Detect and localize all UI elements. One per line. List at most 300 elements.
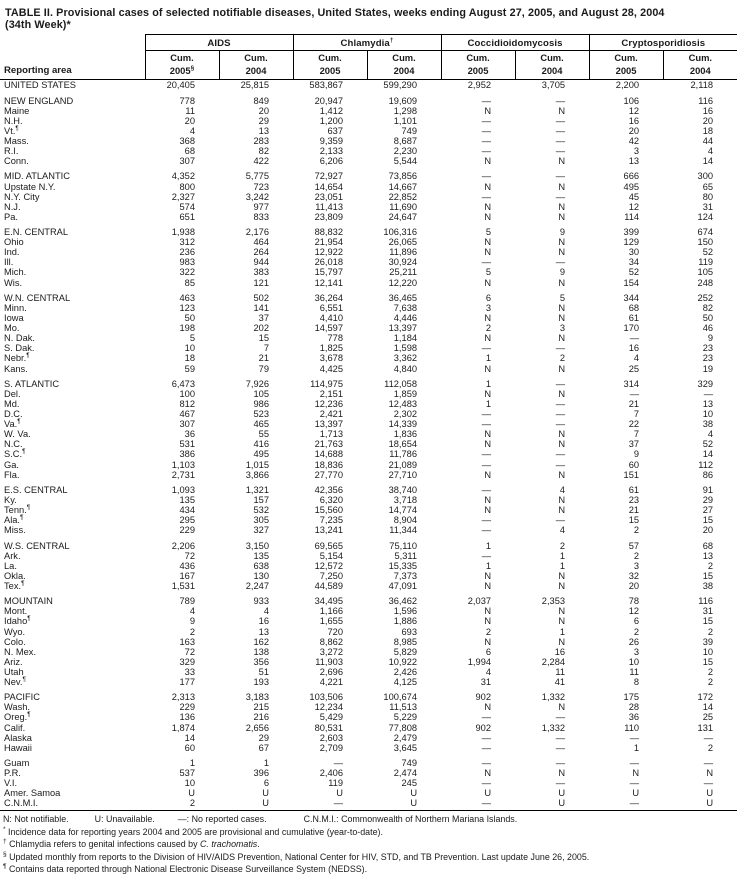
column-group-row [0, 35, 737, 51]
cell-value: 2 [633, 550, 640, 561]
cell-value: N [484, 363, 492, 374]
group-label: Cryptosporidiosis [621, 38, 706, 50]
table-row [0, 126, 737, 136]
cell-value: 34 [628, 257, 640, 268]
cell-value: 141 [253, 302, 270, 313]
row-label: N.Y. City [4, 191, 40, 202]
cell-value: U [219, 798, 293, 811]
cell-value: N [558, 201, 566, 212]
cell-value: 674 [697, 227, 714, 238]
cell-value: 436 [179, 560, 195, 571]
cell-value: 6 [263, 778, 270, 789]
cell-value: 29 [258, 732, 270, 743]
table-row [0, 692, 737, 702]
cell-value: 39 [702, 636, 714, 647]
cell-value: — [555, 378, 566, 389]
cell-value: 2,206 [171, 540, 195, 551]
cell-value: N [558, 495, 566, 505]
cell-value: 129 [623, 237, 640, 248]
cell-value: 4 [263, 606, 270, 617]
cell-value: 2 [707, 676, 714, 687]
row-label: Kans. [4, 363, 28, 374]
cell-value: 720 [327, 626, 344, 637]
cell-value: 131 [697, 722, 714, 733]
cell-value: — [629, 758, 640, 768]
footnote-italic-text: C. trachomatis [200, 839, 258, 850]
cell-value: 778 [179, 95, 195, 106]
cell-value: 25,815 [240, 80, 270, 91]
column-header-cryptosporidiosis-cum-2005: Cum. 2005 [589, 51, 663, 80]
cell-value: 463 [179, 292, 195, 303]
cell-value: 23 [628, 495, 640, 505]
cell-value: 55 [258, 429, 270, 440]
cell-value: 100,674 [383, 692, 418, 703]
cell-value: 14,667 [388, 181, 418, 192]
cell-value: 112 [698, 459, 714, 470]
cell-value: 300 [697, 171, 714, 182]
row-label: Idaho¶ [4, 615, 31, 627]
cell-value: 8,862 [319, 636, 344, 647]
cell-value: 3 [633, 646, 640, 657]
table-row [0, 267, 737, 277]
cell-value: 110 [624, 722, 640, 733]
row-label: Hawaii [4, 742, 32, 753]
cell-value: 73,856 [388, 171, 418, 182]
cell-value: 61 [628, 484, 640, 495]
cell-value: 6,320 [319, 495, 344, 505]
row-label: Wash. [4, 702, 31, 713]
cell-value: 1,093 [171, 484, 195, 495]
cell-value: 13,397 [388, 323, 418, 334]
table-row [0, 596, 737, 606]
cell-value: 27 [702, 505, 714, 516]
row-label: NEW ENGLAND [4, 95, 74, 106]
row-label: Md. [4, 398, 20, 409]
column-group-cryptosporidiosis [589, 35, 737, 51]
cell-value: 23,809 [314, 211, 344, 222]
title-line-1: TABLE II. Provisional cases of selected notifiable diseases, United States, weeks ending August 27, 2005, and August 28, 2004 [5, 7, 665, 19]
cell-value: — [555, 449, 566, 460]
cell-value: — [555, 515, 566, 526]
cell-value: N [558, 333, 566, 344]
cell-value: 45 [628, 191, 640, 202]
cell-value: 1 [485, 353, 492, 364]
notifiable-diseases-table [0, 34, 737, 811]
cell-value: 15 [628, 515, 640, 526]
cell-value: — [555, 135, 566, 146]
cell-value: 2,421 [319, 409, 344, 420]
table-row [0, 379, 737, 389]
cell-value: 25,211 [389, 267, 418, 278]
cell-value: 24,647 [388, 211, 418, 222]
row-label: Mich. [4, 267, 27, 278]
cell-value: 15,797 [314, 267, 344, 278]
cell-value: 344 [623, 292, 640, 303]
table-row [0, 333, 737, 343]
row-label-sup: ¶ [27, 615, 31, 623]
table-row [0, 399, 737, 409]
cell-value: — [481, 115, 492, 126]
cell-value: 106 [623, 95, 640, 106]
table-row [0, 515, 737, 525]
cell-value: 327 [253, 525, 270, 536]
table-row [0, 798, 737, 811]
table-row [0, 182, 737, 192]
row-label-sup: ¶ [26, 504, 31, 511]
cell-value: — [555, 732, 566, 743]
row-label: D.C. [4, 409, 23, 420]
cell-value: — [555, 171, 566, 182]
cell-value: 3,362 [393, 353, 418, 364]
cell-value: 3,272 [319, 646, 344, 657]
cell-value: 1,713 [319, 429, 344, 440]
footnote: ¶ Contains data reported through National Electronic Disease Surveillance System (NEDSS). [3, 863, 368, 874]
row-label: Ind. [4, 247, 20, 258]
cell-value: 2,230 [393, 146, 418, 157]
cell-value: 2,200 [615, 80, 640, 91]
cell-value: 599,290 [383, 80, 418, 91]
cell-value: 36 [184, 429, 195, 440]
table-row [0, 561, 737, 571]
cell-value: 1 [263, 758, 270, 768]
cell-value: 9 [559, 267, 566, 278]
row-label: Oreg.¶ [4, 711, 31, 723]
table-row [0, 171, 737, 181]
cell-value: 11,690 [389, 201, 418, 212]
cell-value: 60 [184, 742, 195, 753]
cell-value: N [558, 237, 566, 248]
row-label: Wyo. [4, 626, 26, 637]
cell-value: 2,656 [245, 722, 270, 733]
cell-value: N [558, 702, 566, 713]
cell-value: 9 [707, 333, 714, 344]
cell-value: — [481, 515, 492, 526]
row-label: W.S. CENTRAL [4, 540, 70, 551]
cell-value: — [703, 388, 714, 399]
cell-value: 4,425 [319, 363, 344, 374]
cell-value: 14,688 [314, 449, 344, 460]
table-row [0, 667, 737, 677]
cell-value: 44 [702, 135, 714, 146]
cell-value: 14,339 [388, 419, 418, 430]
cell-value: 51 [258, 666, 270, 677]
cell-value: 2 [189, 626, 195, 637]
cell-value: 80,531 [314, 722, 344, 733]
cell-value: 5 [559, 292, 566, 303]
cell-value: U [367, 798, 441, 811]
cell-value: 14 [702, 449, 714, 460]
table-row [0, 616, 737, 626]
cell-value: 46 [702, 323, 714, 334]
cell-value: 4 [559, 484, 566, 495]
row-label: Wis. [4, 277, 23, 288]
footnote: * Incidence data for reporting years 2004 and 2005 are provisional and cumulative (year-to-date). [3, 825, 383, 837]
cell-value: — [481, 732, 492, 743]
legend-item: U: Unavailable. [94, 814, 155, 825]
cell-value: 106,316 [383, 227, 418, 238]
cell-value: 82 [702, 302, 714, 313]
cell-value: 532 [253, 505, 270, 516]
cell-value: 154 [623, 277, 640, 288]
cell-value: 368 [179, 135, 195, 146]
cell-value: 18,836 [314, 459, 344, 470]
cell-value: N [558, 363, 566, 374]
row-label: C.N.M.I. [0, 798, 145, 811]
cell-value: 245 [401, 778, 418, 789]
cell-value: 464 [253, 237, 270, 248]
cell-value: 60 [628, 459, 640, 470]
cell-value: — [481, 419, 492, 430]
cell-value: 16 [554, 646, 566, 657]
cell-value: 16 [628, 115, 640, 126]
cell-value: — [555, 459, 566, 470]
row-label: R.I. [4, 146, 19, 157]
cell-value: 3,866 [245, 469, 270, 480]
cell-value: — [481, 146, 492, 157]
cell-value: 44,589 [314, 580, 344, 591]
cell-value: 175 [623, 692, 640, 703]
cell-value: 11,903 [315, 656, 344, 667]
cell-value: — [555, 95, 566, 106]
cell-value: 119 [328, 778, 344, 789]
cell-value: 2,426 [393, 666, 418, 677]
table-row [0, 495, 737, 505]
cell-value: 434 [179, 505, 195, 516]
cell-value: 59 [184, 363, 195, 374]
row-label: V.I. [4, 778, 18, 789]
table-row [0, 702, 737, 712]
cell-value: 52 [702, 247, 714, 258]
row-label: Iowa [4, 313, 24, 324]
cell-value: 123 [179, 302, 195, 313]
cell-value: 666 [623, 171, 640, 182]
cell-value: 10 [702, 646, 714, 657]
row-label-sup: ¶ [22, 448, 26, 456]
cell-value: — [703, 778, 714, 789]
cell-value: 2 [485, 626, 492, 637]
cell-value: 283 [253, 135, 270, 146]
cell-value: — [703, 758, 714, 768]
cell-value: 2 [559, 540, 566, 551]
cell-value: 396 [253, 768, 270, 779]
cell-value: 2,176 [245, 227, 270, 238]
cell-value: 5,775 [245, 171, 270, 182]
cell-value: 88,832 [314, 227, 344, 238]
cell-value: 116 [698, 596, 714, 607]
row-label-sup: ¶ [27, 711, 31, 719]
cell-value: 14,654 [314, 181, 344, 192]
cell-value: 1,321 [245, 484, 270, 495]
cell-value: 13,397 [314, 419, 344, 430]
row-label: Upstate N.Y. [4, 181, 56, 192]
cell-value: 42 [628, 135, 640, 146]
cell-value: 20 [702, 115, 714, 126]
cell-value: 4,410 [319, 313, 344, 324]
table-row [0, 743, 737, 753]
table-row [0, 192, 737, 202]
cell-value: 7 [263, 343, 270, 354]
cell-value: 4 [189, 606, 195, 617]
row-label: Ohio [4, 237, 24, 248]
column-group-chlamydia [293, 35, 441, 51]
row-label: Calif. [4, 722, 26, 733]
table-row [0, 389, 737, 399]
cell-value: 4 [707, 146, 714, 157]
cell-value: N [484, 388, 492, 399]
footnotes [0, 811, 738, 874]
table-row [0, 80, 737, 91]
cell-value: — [481, 409, 492, 420]
cell-value: 229 [179, 525, 195, 536]
cell-value: 31 [480, 676, 492, 687]
cell-value: 6,551 [319, 302, 344, 313]
cell-value: 36,264 [314, 292, 344, 303]
cell-value: 236 [179, 247, 195, 258]
cell-value: N [484, 211, 492, 222]
cell-value: 57 [628, 540, 640, 551]
row-label: E.N. CENTRAL [4, 227, 69, 238]
column-header-coccidioidomycosis-cum-2005: Cum. 2005 [441, 51, 515, 80]
cell-value: 2,133 [319, 146, 344, 157]
cell-value: 20,405 [166, 80, 195, 91]
cell-value: 21 [258, 353, 270, 364]
cell-value: 537 [179, 768, 195, 779]
cell-value: 15,560 [314, 505, 344, 516]
cell-value: 1,994 [467, 656, 492, 667]
cell-value: — [441, 798, 515, 811]
cell-value: 13,241 [314, 525, 344, 536]
cell-value: 12 [628, 606, 640, 617]
cell-value: 1 [485, 378, 492, 389]
cell-value: N [558, 105, 566, 116]
cell-value: 69,565 [314, 540, 344, 551]
cell-value: 11,786 [389, 449, 418, 460]
row-label: Amer. Samoa [4, 788, 61, 799]
cell-value: 114 [624, 211, 640, 222]
cell-value: 902 [475, 692, 492, 703]
cell-value: 833 [253, 211, 270, 222]
row-label: Ky. [4, 495, 17, 505]
row-label: Maine [4, 105, 30, 116]
cell-value: 1,655 [319, 616, 344, 627]
cell-value: 2,247 [245, 580, 270, 591]
cell-value: 19,609 [388, 95, 418, 106]
cell-value: 1,412 [319, 105, 344, 116]
table-row [0, 657, 737, 667]
row-label: La. [4, 560, 17, 571]
cell-value: 15 [702, 616, 714, 627]
cell-value: 5 [189, 333, 195, 344]
cell-value: N [484, 429, 492, 440]
cell-value: 25 [628, 363, 640, 374]
cell-value: 11 [629, 666, 640, 677]
cell-value: 11 [555, 666, 566, 677]
cell-value: 26 [628, 636, 640, 647]
cell-value: — [555, 146, 566, 157]
table-row [0, 343, 737, 353]
cell-value: 42,356 [314, 484, 344, 495]
row-label: Mass. [4, 135, 29, 146]
cell-value: 6,206 [319, 156, 344, 167]
cell-value: 2 [633, 525, 640, 536]
cell-value: 4,352 [171, 171, 195, 182]
cell-value: 329 [697, 378, 714, 389]
table-row [0, 293, 737, 303]
cell-value: 12,236 [314, 398, 344, 409]
cell-value: 1 [189, 758, 195, 768]
group-label: AIDS [207, 38, 231, 50]
cell-value: — [555, 409, 566, 420]
cell-value: 116 [698, 95, 714, 106]
cell-value: — [629, 333, 640, 344]
cell-value: 72,927 [314, 171, 344, 182]
table-row [0, 768, 737, 778]
cell-value: 4,125 [393, 676, 418, 687]
cell-value: 1,874 [171, 722, 195, 733]
row-label: Ariz. [4, 656, 23, 667]
cell-value: 5,154 [319, 550, 344, 561]
cell-value: N [558, 570, 566, 581]
cell-value: 11,413 [315, 201, 344, 212]
cell-value: 124 [697, 211, 714, 222]
cell-value: 2,118 [690, 80, 714, 91]
cell-value: 2 [485, 323, 492, 334]
cell-value: 1,332 [541, 722, 566, 733]
cell-value: U [336, 788, 344, 799]
cell-value: 583,867 [309, 80, 344, 91]
cell-value: 2,313 [171, 692, 195, 703]
row-label: Ill. [4, 257, 14, 268]
cell-value: 68 [702, 540, 714, 551]
cell-value: 18 [702, 125, 714, 136]
cell-value: 20 [702, 525, 714, 536]
cell-value: 1,598 [393, 343, 418, 354]
cell-value: 312 [179, 237, 195, 248]
cell-value: 105 [253, 388, 270, 399]
cell-value: 3,678 [319, 353, 344, 364]
cell-value: 23 [702, 343, 714, 354]
footnote-list [3, 825, 734, 874]
row-label: W.N. CENTRAL [4, 292, 71, 303]
table-row [0, 581, 737, 591]
row-label: PACIFIC [4, 692, 40, 703]
cell-value: 495 [623, 181, 640, 192]
cell-value: N [484, 702, 492, 713]
cell-value: N [558, 580, 566, 591]
cell-value: 307 [179, 419, 195, 430]
cell-value: 7,926 [245, 378, 270, 389]
row-label: Alaska [4, 732, 32, 743]
cell-value: 114,975 [310, 378, 344, 389]
cell-value: 86 [702, 469, 714, 480]
cell-value: 977 [253, 201, 270, 212]
table-row [0, 303, 737, 313]
cell-value: 3 [633, 560, 640, 571]
cell-value: — [555, 419, 566, 430]
row-label: W. Va. [4, 429, 31, 440]
row-label-sup: ¶ [17, 418, 21, 426]
cell-value: 14 [184, 732, 195, 743]
table-row [0, 647, 737, 657]
cell-value: 2,603 [319, 732, 344, 743]
cell-value: 198 [179, 323, 195, 334]
cell-value: N [558, 439, 566, 450]
table-row [0, 116, 737, 126]
cell-value: 6 [485, 292, 492, 303]
cell-value: 11,896 [389, 247, 418, 258]
table-row [0, 96, 737, 106]
cell-value: 1 [559, 626, 566, 637]
